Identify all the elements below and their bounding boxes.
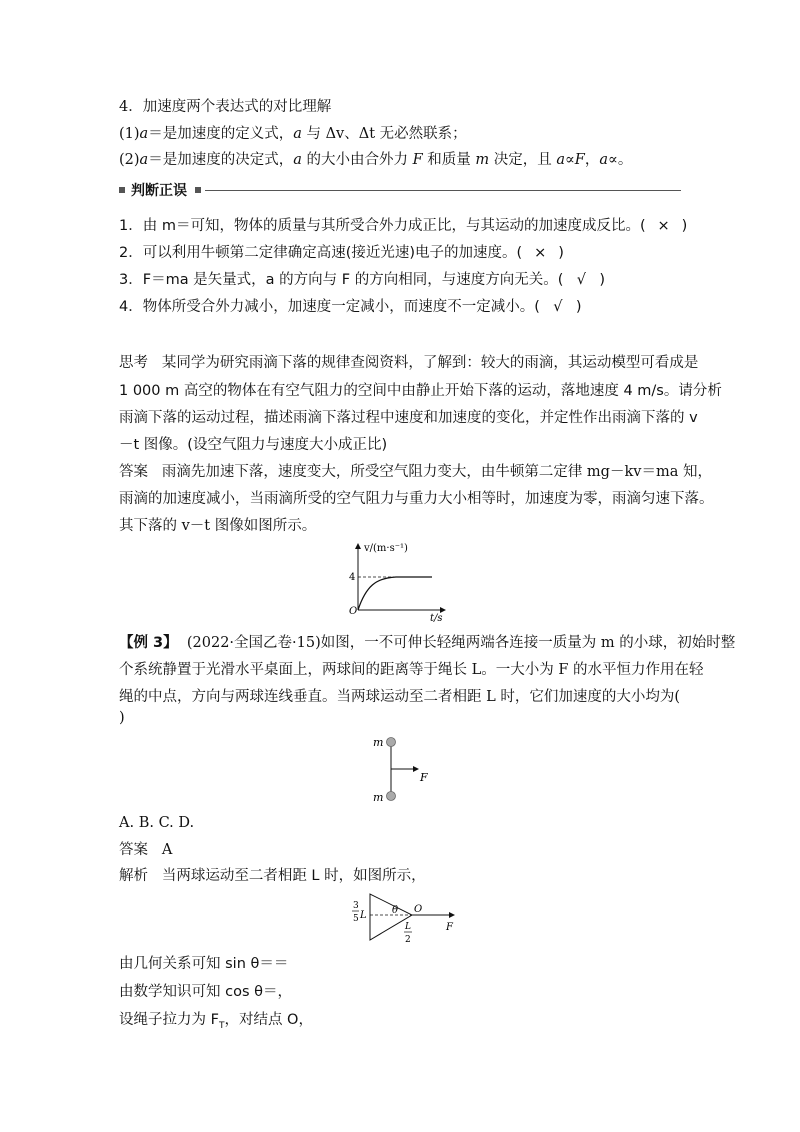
force-label: F	[420, 771, 428, 784]
definition-line-2: (2)a＝是加速度的决定式，a 的大小由合外力 F 和质量 m 决定，且 a∝F，a∝。	[119, 152, 633, 168]
think-answer-line-3: 其下落的 v－t 图像如图所示。	[119, 518, 317, 534]
half-length-numerator: L	[405, 922, 411, 932]
judge-item: 4．物体所受合外力减小，加速度一定减小，而速度不一定减小。( √ )	[119, 299, 582, 315]
rope-triangle	[370, 894, 412, 940]
section-heading: 4．加速度两个表达式的对比理解	[119, 99, 332, 115]
think-line-2: 1 000 m 高空的物体在有空气阻力的空间中由静止开始下落的运动，落地速度 4 m/s。请分析	[119, 383, 722, 399]
judge-item: 3．F＝ma 是矢量式，a 的方向与 F 的方向相同，与速度方向无关。( √ )	[119, 272, 606, 288]
origin-label: O	[349, 606, 358, 617]
analysis-line: 解析 当两球运动至二者相距 L 时，如图所示，	[119, 868, 426, 884]
header-square-icon	[119, 187, 125, 193]
calc-line-2: 由数学知识可知 cos θ＝，	[119, 984, 292, 1000]
ball-bottom	[387, 792, 396, 801]
judge-title: 判断正误	[131, 183, 187, 199]
judge-item: 1．由 m＝可知，物体的质量与其所受合外力成正比，与其运动的加速度成反比。( × )	[119, 218, 688, 234]
think-line-4: －t 图像。(设空气阻力与速度大小成正比)	[119, 437, 388, 453]
two-ball-figure	[360, 734, 440, 808]
judge-item: 2．可以利用牛顿第二定律确定高速(接近光速)电子的加速度。( × )	[119, 245, 564, 261]
fraction-denominator: 5	[353, 914, 359, 924]
judge-header	[119, 180, 681, 200]
calc-line-1: 由几何关系可知 sin θ＝＝	[119, 956, 289, 972]
vt-graph	[340, 538, 460, 624]
calc-line-3: 设绳子拉力为 $F_T$，对结点 O，	[119, 1012, 313, 1031]
fraction-numerator: 3	[353, 901, 359, 911]
example-line-3: 绳的中点，方向与两球连线垂直。当两球运动至二者相距 L 时，它们加速度的大小均为(	[119, 689, 681, 705]
node-label: O	[414, 904, 423, 915]
x-axis-label: t/s	[430, 613, 443, 624]
mass-label-bottom: m	[373, 791, 384, 804]
y-tick-label: 4	[349, 572, 356, 583]
length-label: L	[360, 910, 367, 921]
example-line-1: 【例 3】 (2022·全国乙卷·15)如图，一不可伸长轻绳两端各连接一质量为 m 的小球，初始时整	[119, 635, 736, 651]
ball-top	[387, 738, 396, 747]
geometry-figure	[348, 888, 468, 948]
think-line-3: 雨滴下落的运动过程，描述雨滴下落过程中速度和加速度的变化，并定性作出雨滴下落的 v	[119, 410, 698, 426]
y-axis-label: v/(m·s⁻¹)	[364, 543, 408, 554]
force-label: F	[446, 922, 453, 933]
answer-line: 答案 A	[119, 842, 173, 858]
think-answer-line-2: 雨滴的加速度减小，当雨滴所受的空气阻力与重力大小相等时，加速度为零，雨滴匀速下落。	[119, 491, 714, 507]
example-line-2: 个系统静置于光滑水平桌面上，两球间的距离等于绳长 L。一大小为 F 的水平恒力作用在轻	[119, 662, 704, 678]
definition-line-1: (1)a＝是加速度的定义式，a 与 Δv、Δt 无必然联系；	[119, 126, 467, 142]
mass-label-top: m	[373, 736, 384, 749]
think-line-1: 思考 某同学为研究雨滴下落的规律查阅资料，了解到：较大的雨滴，其运动模型可看成是	[119, 355, 699, 371]
example-line-4: )	[119, 710, 125, 726]
answer-options: A. B. C. D.	[119, 815, 195, 831]
half-length-denominator: 2	[405, 935, 411, 945]
velocity-curve	[358, 577, 432, 610]
header-rule	[205, 190, 681, 191]
think-answer-line-1: 答案 雨滴先加速下落，速度变大，所受空气阻力变大，由牛顿第二定律 mg－kv＝ma 知，	[119, 464, 712, 480]
theta-label: θ	[392, 905, 399, 916]
header-square-icon	[195, 187, 201, 193]
